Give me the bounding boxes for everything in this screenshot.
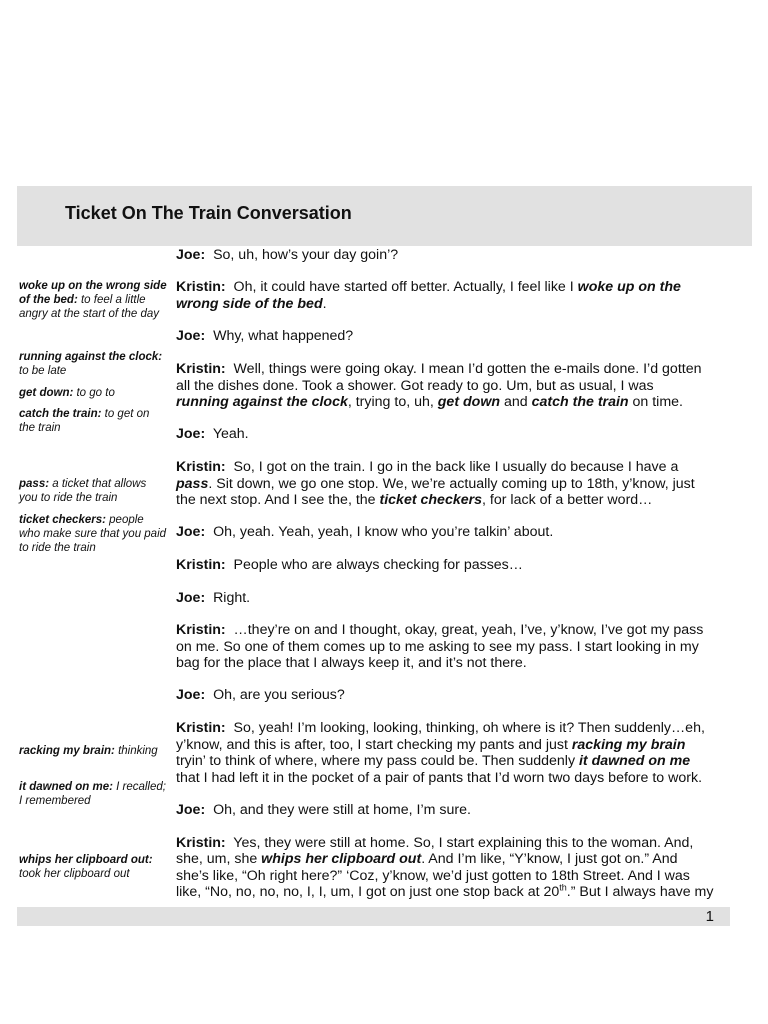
vocab-term: wrong side of the bed xyxy=(176,296,323,312)
dialogue-line xyxy=(176,247,751,264)
dialogue-text: and xyxy=(500,394,532,410)
gloss-note xyxy=(19,744,167,758)
speaker-kristin: Kristin: xyxy=(176,720,226,736)
gloss-note xyxy=(19,279,167,321)
dialogue-text: tryin’ to think of where, where my pass could be. Then suddenly xyxy=(176,753,579,769)
gloss-note xyxy=(19,407,167,435)
dialogue-text: like, “No, no, no, no, I, I, um, I got on just one stop back at 20 xyxy=(176,884,560,900)
speaker-kristin: Kristin: xyxy=(176,557,226,573)
vocab-term: ticket checkers xyxy=(379,492,483,508)
title-band xyxy=(17,186,752,246)
speaker-joe: Joe: xyxy=(176,426,206,442)
speaker-joe: Joe: xyxy=(176,524,206,540)
vocab-term: woke up on the xyxy=(577,279,681,295)
vocab-term: it dawned on me xyxy=(578,753,691,769)
dialogue-text: So, I got on the train. I go in the back like I usually do because I have a xyxy=(233,459,679,475)
gloss-note xyxy=(19,350,167,378)
speaker-joe: Joe: xyxy=(176,687,206,703)
dialogue-line xyxy=(176,753,751,770)
gloss-def: to get on the train xyxy=(19,408,150,434)
dialogue-text: she, um, she xyxy=(176,851,262,867)
vocab-term: pass xyxy=(176,476,209,492)
gloss-def: to go to xyxy=(73,387,115,399)
dialogue-line xyxy=(176,835,751,852)
vocab-term: catch the train xyxy=(531,394,629,410)
dialogue-text: So, yeah! I’m looking, looking, thinking, oh where is it? Then suddenly…eh, xyxy=(233,720,705,736)
gloss-note xyxy=(19,780,167,808)
dialogue-text: Yes, they were still at home. So, I start explaining this to the woman. And, xyxy=(233,835,694,851)
dialogue-text: So, uh, how’s your day goin’? xyxy=(213,247,399,263)
vocab-term: running against the clock xyxy=(176,394,348,410)
dialogue-line xyxy=(176,279,751,296)
gloss-def: took her clipboard out xyxy=(19,868,130,880)
gloss-term: get down: xyxy=(19,387,74,399)
speaker-joe: Joe: xyxy=(176,802,206,818)
dialogue-text: Oh, and they were still at home, I’m sure. xyxy=(213,802,471,818)
speaker-kristin: Kristin: xyxy=(176,279,226,295)
dialogue-text: …they’re on and I thought, okay, great, yeah, I’ve, y’know, I’ve got my pass xyxy=(233,622,704,638)
ordinal-suffix: th xyxy=(559,882,567,893)
dialogue-line xyxy=(176,378,751,395)
dialogue-text: Oh, are you serious? xyxy=(213,687,345,703)
dialogue-line xyxy=(176,590,751,607)
speaker-joe: Joe: xyxy=(176,247,206,263)
dialogue-line xyxy=(176,394,751,411)
gloss-note xyxy=(19,477,167,505)
gloss-term: woke up on the wrong side of the bed: xyxy=(19,280,167,306)
dialogue-line xyxy=(176,868,751,885)
gloss-term: running against the clock: xyxy=(19,351,163,363)
dialogue-text: Well, things were going okay. I mean I’d gotten the e-mails done. I’d gotten xyxy=(233,361,702,377)
speaker-kristin: Kristin: xyxy=(176,835,226,851)
dialogue-line xyxy=(176,655,751,672)
vocab-term: whips her clipboard out xyxy=(261,851,422,867)
dialogue-line xyxy=(176,524,751,541)
gloss-term: pass: xyxy=(19,478,50,490)
gloss-def: thinking xyxy=(114,745,158,757)
gloss-def: a ticket that allows you to ride the train xyxy=(19,478,147,504)
dialogue-text: the next stop. And I see the, the xyxy=(176,492,380,508)
gloss-note xyxy=(19,386,167,400)
gloss-term: catch the train: xyxy=(19,408,102,420)
gloss-def: I recalled; I remembered xyxy=(19,781,166,807)
dialogue-text: . xyxy=(322,296,327,312)
gloss-term: it dawned on me: xyxy=(19,781,113,793)
gloss-term: whips her clipboard out: xyxy=(19,854,153,866)
gloss-def: to feel a little angry at the start of the day xyxy=(19,294,159,320)
dialogue-text: , trying to, uh, xyxy=(347,394,438,410)
dialogue-line xyxy=(176,476,751,493)
dialogue-text: Yeah. xyxy=(212,426,249,442)
dialogue-line xyxy=(176,426,751,443)
dialogue-text: on me. So one of them comes up to me asking to see my pass. I start looking in my xyxy=(176,639,699,655)
gloss-def: to be late xyxy=(19,365,67,377)
speaker-joe: Joe: xyxy=(176,590,206,606)
dialogue-text: bag for the place that I always keep it, and it’s not there. xyxy=(176,655,527,671)
footer-band xyxy=(17,907,730,926)
speaker-kristin: Kristin: xyxy=(176,459,226,475)
dialogue-text: on time. xyxy=(628,394,683,410)
page-number: 1 xyxy=(705,908,714,925)
gloss-def: people who make sure that you paid to ride the train xyxy=(19,514,167,554)
dialogue-line xyxy=(176,720,751,737)
speaker-kristin: Kristin: xyxy=(176,361,226,377)
dialogue-line xyxy=(176,361,751,378)
dialogue-text: that I had left it in the pocket of a pair of pants that I’d worn two days before to work. xyxy=(176,770,703,786)
dialogue-text: she’s like, “Oh right here?” ‘Coz, y’know, we’d just gotten to 18th Street. And I was xyxy=(176,868,690,884)
dialogue-line xyxy=(176,687,751,704)
dialogue-text: People who are always checking for passes… xyxy=(233,557,523,573)
dialogue-text: . Sit down, we go one stop. We, we’re actually coming up to 18th, y’know, just xyxy=(208,476,695,492)
dialogue-line xyxy=(176,770,751,787)
dialogue-line xyxy=(176,639,751,656)
dialogue-line xyxy=(176,296,751,313)
dialogue-line xyxy=(176,492,751,509)
gloss-term: ticket checkers: xyxy=(19,514,106,526)
dialogue-line xyxy=(176,557,751,574)
dialogue-line xyxy=(176,802,751,819)
dialogue-line xyxy=(176,459,751,476)
gloss-note xyxy=(19,853,167,881)
dialogue-text: Why, what happened? xyxy=(213,328,354,344)
speaker-joe: Joe: xyxy=(176,328,206,344)
dialogue-line xyxy=(176,737,751,754)
dialogue-line xyxy=(176,884,751,901)
dialogue-text: Oh, yeah. Yeah, yeah, I know who you’re talkin’ about. xyxy=(213,524,554,540)
dialogue-line xyxy=(176,328,751,345)
dialogue-text: , for lack of a better word… xyxy=(482,492,653,508)
dialogue-text: y’know, and this is after, too, I start checking my pants and just xyxy=(176,737,572,753)
vocab-term: get down xyxy=(437,394,501,410)
vocab-term: racking my brain xyxy=(571,737,686,753)
gloss-term: racking my brain: xyxy=(19,745,115,757)
dialogue-text: . And I’m like, “Y’know, I just got on.” And xyxy=(421,851,678,867)
gloss-note xyxy=(19,513,167,555)
dialogue-text: .” But I always have my xyxy=(566,884,714,900)
dialogue-line xyxy=(176,851,751,868)
dialogue-line xyxy=(176,622,751,639)
document-title: Ticket On The Train Conversation xyxy=(65,203,352,223)
dialogue-text: Oh, it could have started off better. Actually, I feel like I xyxy=(233,279,578,295)
speaker-kristin: Kristin: xyxy=(176,622,226,638)
dialogue-text: all the dishes done. Took a shower. Got ready to go. Um, but as usual, I was xyxy=(176,378,654,394)
dialogue-text: Right. xyxy=(213,590,251,606)
